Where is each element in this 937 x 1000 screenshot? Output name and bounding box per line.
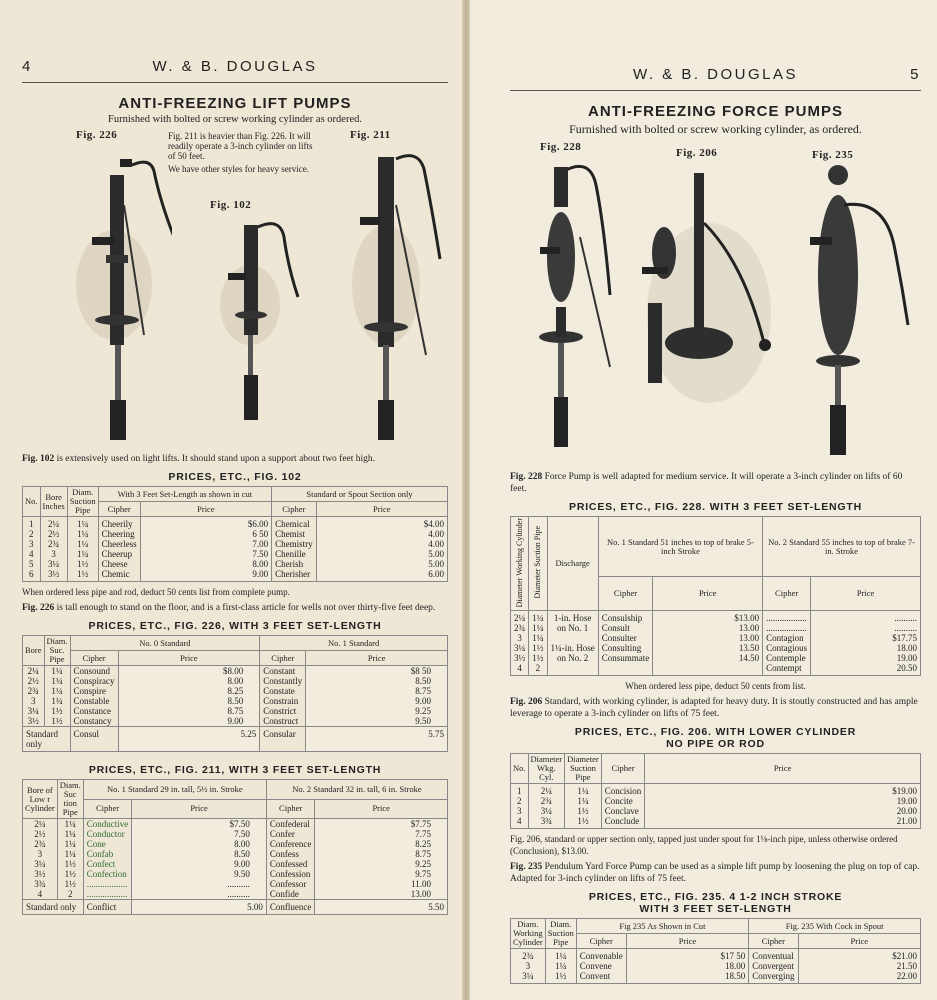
- table-211: [22, 779, 448, 915]
- col-diam: 1¼ 1¼ 1¼ 1¼ 1½ 1½: [67, 517, 98, 582]
- col-cipher: Conventual Convergent Converging: [749, 949, 798, 984]
- paragraph-text: is extensively used on light lifts. It should stand upon a support about two feet high.: [54, 454, 376, 464]
- col-cipher: Consound Conspiracy Conspire Constable Constance Constancy: [70, 666, 118, 727]
- col-cipher: Consul: [70, 727, 118, 752]
- col-diam-cyl: 2¾ 3 3¼: [511, 949, 546, 984]
- col-header: Cipher: [763, 577, 811, 611]
- col-header: Diam. Suction Pipe: [67, 487, 98, 517]
- col-cipher: Conflict: [83, 900, 132, 915]
- col-cipher: Consulship Consult Consulter Consulting Consummate: [598, 611, 653, 676]
- table-206: [510, 753, 921, 829]
- table-228: [510, 516, 921, 676]
- col-price: $13.00 13.00 13.00 13.50 14.50: [653, 611, 763, 676]
- col-diam-suction: 1¼ 1¼ 1½: [545, 949, 576, 984]
- col-group-header: No. 0 Standard: [70, 636, 260, 651]
- col-price: $6.00 6 50 7.00 7.50 8.00 9.00: [140, 517, 271, 582]
- book-gutter: [462, 0, 470, 1000]
- col-price: 5.00: [132, 900, 267, 915]
- table-235-title-2: WITH 3 FEET SET-LENGTH: [639, 903, 792, 916]
- standard-only-label: Standard only: [23, 727, 71, 752]
- table-235: [510, 918, 921, 984]
- col-header: Price: [132, 799, 267, 819]
- col-header: Price: [306, 651, 448, 666]
- fig-235-description: [510, 861, 921, 885]
- col-header: Price: [811, 577, 921, 611]
- col-price: .......... .......... $17.75 18.00 19.00 20.50: [811, 611, 921, 676]
- table-226-title: PRICES, ETC., FIG. 226, WITH 3 FEET SET-LENGTH: [88, 620, 382, 632]
- col-diam: 1¼ 1¼ 1¼ 1¼ 1½ 1½: [44, 666, 70, 727]
- table-206-note: Fig. 206, standard or upper section only, tapped just under spout for 1⅛-inch pipe, unless otherwise ordered (Conclusion), $13.00.: [510, 834, 898, 857]
- col-bore: 2¼ 2½ 2¾ 3 3¼ 3½ 3¾ 4: [23, 819, 58, 900]
- fig-206-description: [510, 696, 921, 720]
- page-title: ANTI-FREEZING LIFT PUMPS: [118, 95, 352, 112]
- col-header: Cipher: [272, 502, 317, 517]
- fig-ref: Fig. 235: [510, 862, 543, 873]
- col-price: $7.50 7.50 8.00 8.50 9.00 9.50 .......... ..........: [132, 819, 267, 900]
- fig-228-label: Fig. 228: [540, 141, 582, 153]
- col-cipher: Cheerily Cheering Cheerless Cheerup Cheese Chemic: [98, 517, 140, 582]
- col-price: 5.75: [306, 727, 448, 752]
- table-228-title: PRICES, ETC., FIG. 228. WITH 3 FEET SET-LENGTH: [569, 501, 862, 513]
- pump-235-illustration: [788, 165, 918, 465]
- table-206-title: PRICES, ETC., FIG. 206. WITH LOWER CYLINDER: [574, 726, 857, 739]
- paragraph-text: Standard, with working cylinder, is adapted for heavy duty. It is stoutly constructed and has ample leverage to operate a 3-inch cylinder on lifts of 75 feet.: [510, 697, 918, 720]
- fig-102-label: Fig. 102: [210, 199, 252, 211]
- col-cipher: Conductive Conductor Cone Confab Confect Confection .................. ..................: [83, 819, 132, 900]
- col-price: $17 50 18.00 18.50: [626, 949, 748, 984]
- col-header: Price: [118, 651, 260, 666]
- col-group-header: No. 1 Standard 29 in. tall, 5½ in. Stroke: [83, 780, 266, 800]
- col-diam-cyl: 2¼ 2¾ 3¼ 3¾: [528, 784, 565, 829]
- col-header: No.: [511, 754, 529, 784]
- company-name: W. & B. DOUGLAS: [632, 66, 799, 83]
- col-header: Bore of Low r Cylinder: [23, 780, 58, 819]
- col-header: Diam. Suc tion Pipe: [57, 780, 83, 819]
- table-226: [22, 635, 448, 752]
- fig-211-note-text: Fig. 211 is heavier than Fig. 226. It will readily operate a 3-inch cylinder on lifts of 50 feet.: [168, 131, 313, 161]
- col-no: 1 2 3 4 5 6: [23, 517, 41, 582]
- table-102-title: PRICES, ETC., FIG. 102: [168, 471, 302, 483]
- col-header: Cipher: [266, 799, 314, 819]
- col-header: Cipher: [601, 754, 645, 784]
- fig-235-label: Fig. 235: [812, 149, 854, 161]
- col-bore: 2¼ 2½ 2¾ 3 3¼ 3½: [40, 517, 67, 582]
- col-header: Diameter Working Cylinder: [514, 518, 524, 608]
- col-header: Price: [798, 934, 920, 949]
- standard-only-label: Standard only: [23, 900, 84, 915]
- col-header: Cipher: [598, 577, 653, 611]
- col-header: Bore: [23, 636, 45, 666]
- col-header: Price: [626, 934, 748, 949]
- col-group-header: No. 2 Standard 55 inches to top of brake 7-in. Stroke: [763, 517, 921, 577]
- col-price: 5.50: [315, 900, 448, 915]
- col-discharge: 1-in. Hose on No. 1 1¼-in. Hose on No. 2: [547, 611, 598, 676]
- col-diam-cyl: 2¼ 2¾ 3 3¼ 3½ 4: [511, 611, 529, 676]
- col-cipher: Confluence: [266, 900, 314, 915]
- col-cipher: Convenable Convene Convent: [576, 949, 626, 984]
- col-group-header: No. 1 Standard: [260, 636, 448, 651]
- col-header: Cipher: [576, 934, 626, 949]
- table-102: [22, 486, 448, 582]
- col-price: $8.00 8.00 8.25 8.50 8.75 9.00: [118, 666, 260, 727]
- col-price: $4.00 4.00 4.00 5.00 5.00 6.00: [316, 517, 447, 582]
- fig-226-description: [22, 602, 448, 614]
- col-cipher: Constant Constantly Constate Constrain Constrict Construct: [260, 666, 306, 727]
- col-group-header: Fig 235 As Shown in Cut: [576, 919, 748, 934]
- col-no: 1 2 3 4: [511, 784, 529, 829]
- paragraph-text: Force Pump is well adapted for medium service. It will operate a 3-inch cylinder on lifts of 60 feet.: [510, 472, 903, 494]
- col-header: Cipher: [749, 934, 798, 949]
- table-102-note: When ordered less pipe and rod, deduct 50 cents list from complete pump.: [22, 587, 290, 597]
- col-bore: 2¼ 2½ 2¾ 3 3¼ 3½: [23, 666, 45, 727]
- col-header: Diam. Suc. Pipe: [44, 636, 70, 666]
- page-number: 4: [22, 58, 33, 75]
- col-header: Cipher: [98, 502, 140, 517]
- col-diam: 1¼ 1¼ 1¼ 1¼ 1½ 1½ 1½ 2: [57, 819, 83, 900]
- col-header: Diam. Suction Pipe: [545, 919, 576, 949]
- col-header: Price: [315, 799, 448, 819]
- col-header: Bore Inches: [40, 487, 67, 517]
- col-header: Diameter Suction Pipe: [565, 754, 602, 784]
- pump-228-illustration: [520, 157, 630, 457]
- col-header: Price: [645, 754, 921, 784]
- col-diam-suction: 1¼ 1¼ 1¼ 1½ 1½ 2: [529, 611, 547, 676]
- col-header: Price: [316, 502, 447, 517]
- col-header: Cipher: [260, 651, 306, 666]
- col-price: $8 50 8.50 8.75 9.00 9.25 9.50: [306, 666, 448, 727]
- fig-ref: Fig. 206: [510, 697, 543, 708]
- fig-228-description: [510, 471, 921, 495]
- col-cipher: Confederal Confer Conference Confess Confessed Confession Confessor Confide: [266, 819, 314, 900]
- page-subtitle: Furnished with bolted or screw working cylinder, as ordered.: [569, 122, 862, 136]
- col-header: Cipher: [70, 651, 118, 666]
- col-header: Price: [653, 577, 763, 611]
- paragraph-text: Pendulum Yard Force Pump can be used as a simple lift pump by loosening the plug on top of cap. Adapted for 3-inch cylinder on lifts of 75 feet.: [510, 862, 920, 885]
- pump-226-illustration: [62, 145, 172, 445]
- lift-pump-figures: [22, 129, 448, 449]
- col-group-header: Standard or Spout Section only: [272, 487, 448, 502]
- col-cipher: .................. .................. Contagion Contagious Contemple Contempt: [763, 611, 811, 676]
- table-235-title: PRICES, ETC., FIG. 235. 4 1-2 INCH STROKE: [588, 891, 843, 904]
- col-header: Diameter Suction Pipe: [532, 526, 542, 599]
- fig-206-label: Fig. 206: [676, 147, 718, 159]
- table-228-note: When ordered less pipe, deduct 50 cents from list.: [625, 681, 806, 692]
- col-price: $21.00 21.50 22.00: [798, 949, 920, 984]
- company-name: W. & B. DOUGLAS: [152, 58, 318, 75]
- left-running-header: [22, 56, 448, 83]
- col-header: No.: [23, 487, 41, 517]
- fig-211-note-text-2: We have other styles for heavy service.: [168, 164, 309, 174]
- table-206-title-2: NO PIPE OR ROD: [666, 738, 765, 751]
- right-running-header: [510, 64, 921, 91]
- fig-211-label: Fig. 211: [350, 129, 391, 141]
- col-price: $19.00 19.00 20.00 21.00: [645, 784, 921, 829]
- fig-211-note: [168, 131, 318, 174]
- left-page: [0, 0, 462, 1000]
- force-pump-figures: [510, 141, 921, 467]
- right-page: [470, 0, 937, 1000]
- pump-102-illustration: [210, 215, 300, 455]
- col-cipher: Consular: [260, 727, 306, 752]
- col-header: Diameter Wkg. Cyl.: [528, 754, 565, 784]
- col-diam-suction: 1¼ 1¼ 1½ 1½: [565, 784, 602, 829]
- col-header: Price: [140, 502, 271, 517]
- col-cipher: Concision Concite Conclave Conclude: [601, 784, 645, 829]
- col-price: 5.25: [118, 727, 260, 752]
- pump-211-illustration: [338, 145, 448, 445]
- page-title: ANTI-FREEZING FORCE PUMPS: [587, 103, 843, 120]
- col-group-header: With 3 Feet Set-Length as shown in cut: [98, 487, 271, 502]
- col-header: Discharge: [547, 517, 598, 611]
- col-group-header: No. 1 Standard 51 inches to top of brake 5-inch Stroke: [598, 517, 762, 577]
- fig-ref: Fig. 228: [510, 472, 543, 482]
- col-group-header: No. 2 Standard 32 in. tall, 6 in. Stroke: [266, 780, 447, 800]
- table-211-title: PRICES, ETC., FIG. 211, WITH 3 FEET SET-LENGTH: [88, 764, 382, 776]
- col-header: Cipher: [83, 799, 132, 819]
- page-subtitle: Furnished with bolted or screw working cylinder as ordered.: [108, 114, 362, 125]
- paragraph-text: is tall enough to stand on the floor, and is a first-class article for wells not over thirty-five feet deep.: [54, 603, 436, 613]
- page-number: 5: [910, 66, 921, 83]
- fig-ref: Fig. 102: [22, 454, 55, 464]
- col-cipher: Chemical Chemist Chemistry Chenille Cherish Cherisher: [272, 517, 317, 582]
- pump-206-illustration: [634, 163, 784, 443]
- col-group-header: Fig. 235 With Cock in Spout: [749, 919, 921, 934]
- col-price: $7.75 7.75 8.25 8.75 9.25 9.75 11.00 13.00: [315, 819, 448, 900]
- col-header: Diam. Working Cylinder: [511, 919, 546, 949]
- fig-ref: Fig. 226: [22, 603, 55, 613]
- fig-226-label: Fig. 226: [76, 129, 118, 141]
